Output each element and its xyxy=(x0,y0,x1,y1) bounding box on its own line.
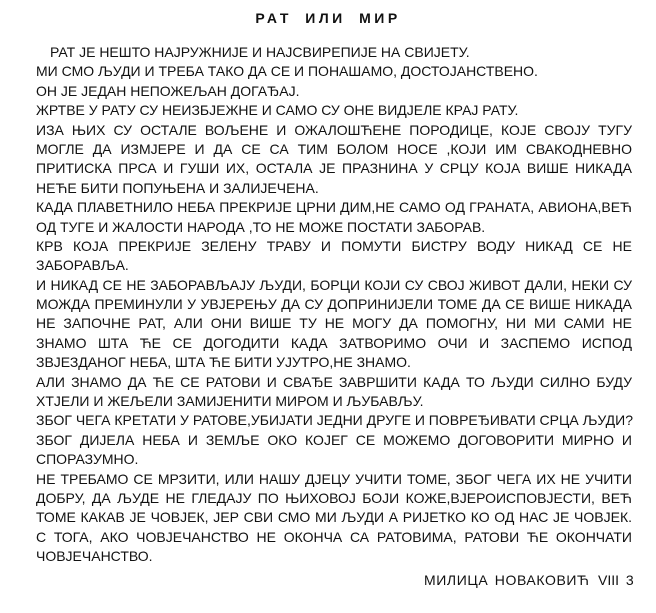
text-line: ОД ТУГЕ И ЖАЛОСТИ НАРОДА ,ТО НЕ МОЖЕ ПОСТАТИ ЗАБОРАВ. xyxy=(36,218,486,235)
document-body xyxy=(36,43,632,567)
text-line: ДОБРУ, ДА ЉУДЕ НЕ ГЛЕДАЈУ ПО ЊИХОВОЈ БОЈИ КОЖЕ,ВЈЕРОИСПОВЈЕСТИ, ВЕЋ xyxy=(36,489,632,506)
text-line: СПОРАЗУМНО. xyxy=(36,451,139,468)
document-title: РАТ ИЛИ МИР xyxy=(255,10,401,26)
text-line: РАТ ЈЕ НЕШТО НАЈРУЖНИЈЕ И НАЈСВИРЕПИЈЕ НА СВИЈЕТУ. xyxy=(50,44,470,60)
text-line: ЗАБОРАВЉА. xyxy=(36,257,129,274)
text-line: НЕЋЕ БИТИ ПОПУЊЕНА И ЗАЛИЈЕЧЕНА. xyxy=(36,179,319,196)
text-line: ЗНАМО ШТА ЋЕ СЕ ДОГОДИТИ КАДА ЗАТВОРИМО ОЧИ И ЗАСПЕМО ИСПОД xyxy=(36,334,632,351)
text-line: КАДА ПЛАВЕТНИЛО НЕБА ПРЕКРИЈЕ ЦРНИ ДИМ,НЕ САМО ОД ГРАНАТА, АВИОНА,ВЕЋ xyxy=(36,199,632,216)
text-line: МИ СМО ЉУДИ И ТРЕБА ТАКО ДА СЕ И ПОНАШАМО, ДОСТОЈАНСТВЕНО. xyxy=(36,63,538,80)
text-line: МОГЛЕ ДА ИЗМЈЕРЕ И ДА СЕ СА ТИМ БОЛОМ НОСЕ ,КОЈИ ИМ СВАКОДНЕВНО xyxy=(36,140,632,157)
text-line: ЖРТВЕ У РАТУ СУ НЕИЗБЈЕЖНЕ И САМО СУ ОНЕ ВИДЈЕЛЕ КРАЈ РАТУ. xyxy=(36,102,519,119)
text-line: НЕ ЗАПОЧНЕ РАТ, АЛИ ОНИ ВИШЕ ТУ НЕ МОГУ ДА ПОМОГНУ, НИ МИ САМИ НЕ xyxy=(36,315,632,332)
class-grade: VIII 3 xyxy=(598,572,634,588)
text-line: И НИКАД СЕ НЕ ЗАБОРАВЉАЈУ ЉУДИ, БОРЦИ КОЈИ СУ СВОЈ ЖИВОТ ДАЛИ, НЕКИ СУ xyxy=(36,276,632,293)
text-line: МОЖДА ПРЕМИНУЛИ У УВЈЕРЕЊУ ДА СУ ДОПРИНИЈЕЛИ ТОМЕ ДА СЕ ВИШЕ НИКАДА xyxy=(36,296,632,313)
text-line: ЗВЈЕЗДАНОГ НЕБА, ШТА ЋЕ БИТИ УЈУТРО,НЕ ЗНАМО. xyxy=(36,354,411,371)
author-name: МИЛИЦА НОВАКОВИЋ xyxy=(424,572,590,588)
text-line: НЕ ТРЕБАМО СЕ МРЗИТИ, ИЛИ НАШУ ДЈЕЦУ УЧИТИ ТОМЕ, ЗБОГ ЧЕГА ИХ НЕ УЧИТИ xyxy=(36,470,632,487)
text-line: ПРИТИСКА ПРСА И ГУШИ ИХ, ОСТАЛА ЈЕ ПРАЗНИНА У СРЦУ КОЈА ВИШЕ НИКАДА xyxy=(36,160,632,177)
text-line: ТОМЕ КАКАВ ЈЕ ЧОВЈЕК, ЈЕР СВИ СМО МИ ЉУДИ А РИЈЕТКО КО ОД НАС ЈЕ ЧОВЈЕК. xyxy=(36,509,632,526)
text-line: С ТОГА, АКО ЧОВЈЕЧАНСТВО НЕ ОКОНЧА СА РАТОВИМА, РАТОВИ ЋЕ ОКОНЧАТИ xyxy=(36,528,632,545)
text-line: ЗБОГ ЧЕГА КРЕТАТИ У РАТОВЕ,УБИЈАТИ ЈЕДНИ ДРУГЕ И ПОВРЕЂИВАТИ СРЦА ЉУДИ? xyxy=(36,412,633,429)
text-line: АЛИ ЗНАМО ДА ЋЕ СЕ РАТОВИ И СВАЂЕ ЗАВРШИТИ КАДА ТО ЉУДИ СИЛНО БУДУ xyxy=(36,373,632,390)
text-line: ЧОВЈЕЧАНСТВО. xyxy=(36,548,153,565)
text-line: ОН ЈЕ ЈЕДАН НЕПОЖЕЉАН ДОГАЂАЈ. xyxy=(36,82,300,99)
text-line: КРВ КОЈА ПРЕКРИЈЕ ЗЕЛЕНУ ТРАВУ И ПОМУТИ БИСТРУ ВОДУ НИКАД СЕ НЕ xyxy=(36,237,632,254)
text-line: ХТЈЕЛИ И ЖЕЉЕЛИ ЗАМИЈЕНИТИ МИРОМ И ЉУБАВЉУ. xyxy=(36,393,424,410)
text-line: ИЗА ЊИХ СУ ОСТАЛЕ ВОЉЕНЕ И ОЖАЛОШЋЕНЕ ПОРОДИЦЕ, КОЈЕ СВОЈУ ТУГУ xyxy=(36,121,632,138)
signature-footer xyxy=(0,572,656,592)
text-line: ЗБОГ ДИЈЕЛА НЕБА И ЗЕМЉЕ ОКО КОЈЕГ СЕ МОЖЕМО ДОГОВОРИТИ МИРНО И xyxy=(36,431,632,448)
